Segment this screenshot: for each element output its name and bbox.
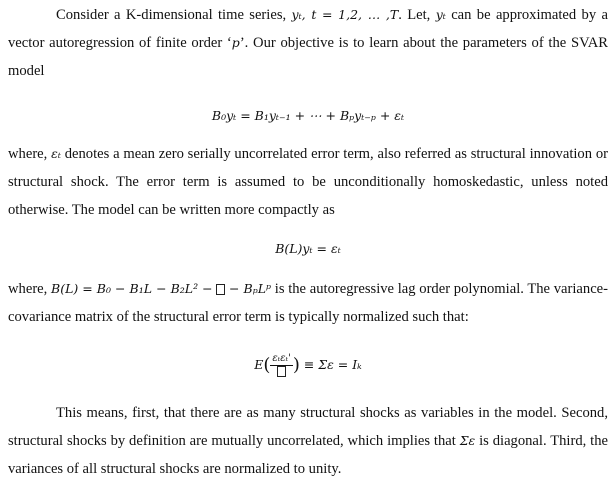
math-yt: yₜ (435, 7, 446, 22)
intro-text-3: can be approximated by a vector autoregression of finite order ‘ (8, 7, 608, 51)
right-paren: ) (292, 354, 300, 376)
fraction-numerator: εₜεₜ' (272, 353, 291, 364)
math-normalization-rhs: ≡ Σε = Iₖ (303, 357, 362, 372)
paragraph-error-term (8, 140, 608, 224)
intro-text-2: . Let, (398, 7, 431, 23)
intro-text-4: ’. Our objective is to learn about the parameters of the SVAR model (8, 35, 608, 79)
math-expectation: E (254, 357, 264, 372)
paragraph-lag-polynomial (8, 275, 608, 331)
missing-glyph-box (277, 366, 286, 377)
equation-compact: B(L)yₜ = εₜ (275, 241, 341, 256)
fraction (270, 353, 292, 378)
lag-text-2: is the autoregressive lag order polynomial. The variance-covariance matrix of the structural error term is typically normalized such that: (8, 281, 609, 325)
equation-svar: B₀yₜ = B₁yₜ₋₁ + ⋯ + Bₚyₜ₋ₚ + εₜ (211, 108, 405, 123)
missing-glyph-box (216, 284, 225, 295)
error-text-2: denotes a mean zero serially uncorrelated error term, also referred as structural innovation or structural shock. The error term is assumed to be unconditionally homoskedastic, unless noted otherwise. The model can be written more compactly as (8, 146, 608, 218)
impl-text-1: This means, first, that there are as many structural shocks as variables in the model. Second, structural shocks by definition are mutually uncorrelated, which implies that (8, 405, 608, 449)
lag-text-1: where, (8, 281, 48, 297)
document-body (8, 0, 608, 483)
math-time-series: yₜ, t = 1,2, … ,T (291, 7, 399, 22)
math-sigma-epsilon: Σε (459, 433, 476, 448)
math-lag-polynomial-b: − BₚLᵖ (229, 281, 272, 296)
fraction-denominator (270, 366, 292, 378)
impl-text-2: is diagonal. Third, the variances of all structural shocks are normalized to unity. (8, 433, 608, 477)
intro-text-1: Consider a K-dimensional time series, (56, 7, 287, 23)
paragraph-implications (8, 399, 608, 483)
error-text-1: where, (8, 146, 48, 162)
math-epsilon-t: εₜ (51, 146, 61, 161)
math-p: p (231, 35, 240, 50)
math-lag-polynomial-a: B(L) = B₀ − B₁L − B₂L² − (51, 281, 213, 296)
paragraph-intro (8, 1, 608, 85)
equation-normalization (8, 345, 608, 385)
left-paren: ( (263, 354, 271, 376)
